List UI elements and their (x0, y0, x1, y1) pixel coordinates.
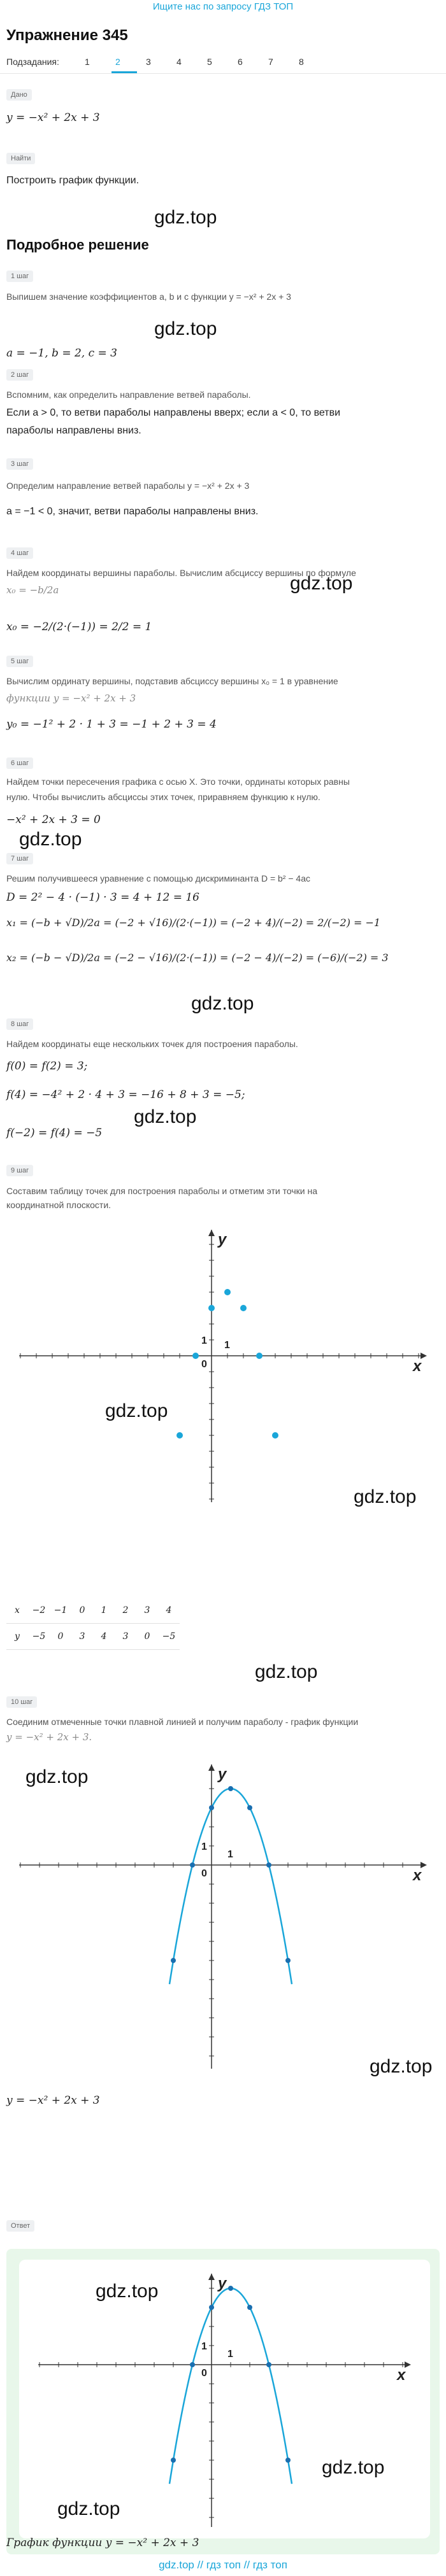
step-7-x1: x₁ = (−b + √D)/2a = (−2 + √16)/(2·(−1)) = (−2 + 4)/(−2) = 2/(−2) = −1 (6, 917, 381, 929)
find-pill: Найти (6, 153, 35, 164)
y-axis-label: y (218, 1231, 227, 1248)
table-point (208, 1305, 215, 1311)
table-cell: −5 (28, 1624, 50, 1650)
step-1-pill: 1 шаг (6, 271, 33, 282)
table-point (272, 1432, 278, 1439)
tab-5[interactable]: 5 (207, 57, 212, 67)
watermark: gdz.top (191, 993, 254, 1014)
step-10-caption: y = −x² + 2x + 3 (6, 2094, 100, 2107)
unit-x-label: 1 (227, 2349, 233, 2360)
tab-3[interactable]: 3 (146, 57, 151, 67)
table-point (209, 1805, 214, 1810)
table-cell: 1 (93, 1598, 115, 1624)
step-8-m2: f(4) = −4² + 2 · 4 + 3 = −16 + 8 + 3 = −5; (6, 1088, 245, 1101)
parabola-curve (169, 2288, 292, 2484)
find-text: Построить график функции. (6, 175, 140, 186)
points-table (6, 1598, 180, 1650)
step-7-disc: D = 2² − 4 · (−1) · 3 = 4 + 12 = 16 (6, 891, 199, 904)
subtask-label: Подзадания: (6, 57, 59, 67)
unit-y-label: 1 (201, 1335, 207, 1346)
x-axis-arrow (421, 1862, 427, 1868)
table-point (228, 2286, 233, 2291)
watermark: gdz.top (25, 1766, 89, 1787)
table-point (256, 1353, 263, 1359)
step-1-math: a = −1, b = 2, c = 3 (6, 347, 118, 360)
table-point (209, 2305, 214, 2310)
watermark: gdz.top (370, 2056, 433, 2077)
tab-7[interactable]: 7 (268, 57, 273, 67)
table-header-y: y (6, 1624, 28, 1650)
step-7-pill: 7 шаг (6, 853, 33, 864)
table-point (171, 2458, 176, 2463)
table-row (6, 1598, 180, 1624)
step-10-pill: 10 шаг (6, 1696, 37, 1708)
watermark: gdz.top (134, 1106, 197, 1127)
y-axis-label: y (218, 1766, 227, 1783)
table-cell: 2 (115, 1598, 136, 1624)
step-3-pill: 3 шаг (6, 458, 33, 470)
table-point (224, 1289, 231, 1295)
x-axis-label: x (397, 2367, 406, 2384)
tab-2[interactable]: 2 (115, 57, 120, 67)
watermark: gdz.top (96, 2281, 159, 2302)
step-6-pill: 6 шаг (6, 757, 33, 769)
table-cell: 3 (115, 1624, 136, 1650)
parabola-curve (169, 1789, 292, 1984)
x-axis-arrow (405, 2361, 411, 2368)
table-cell: 3 (136, 1598, 158, 1624)
table-point (192, 1353, 199, 1359)
table-point (285, 2458, 291, 2463)
points-graph (0, 1216, 446, 1515)
table-point (228, 1786, 233, 1791)
table-cell: 0 (136, 1624, 158, 1650)
table-cell: 4 (158, 1598, 180, 1624)
watermark: gdz.top (255, 1661, 318, 1682)
given-expr: y = −x² + 2x + 3 (6, 111, 100, 124)
step-2-pill: 2 шаг (6, 369, 33, 381)
watermark: gdz.top (57, 2498, 120, 2519)
answer-pill: Ответ (6, 2220, 34, 2232)
subtask-tabs (6, 55, 317, 69)
table-point (285, 1958, 291, 1963)
watermark: gdz.top (19, 829, 82, 850)
step-7-x2: x₂ = (−b − √D)/2a = (−2 − √16)/(2·(−1)) = (−2 − 4)/(−2) = (−6)/(−2) = 3 (6, 952, 389, 964)
unit-x-label: 1 (224, 1340, 230, 1351)
answer-caption: График функции y = −x² + 2x + 3 (6, 2537, 199, 2549)
y-axis-arrow (208, 1230, 215, 1236)
answer-graph (19, 2260, 430, 2540)
step-9-text: Составим таблицу точек для построения параболы и отметим эти точки на (6, 1186, 318, 1196)
step-2-text: Вспомним, как определить направление ветвей параболы. (6, 390, 251, 400)
y-axis-arrow (208, 2274, 215, 2280)
origin-label: 0 (201, 2368, 207, 2379)
step-3-text: Определим направление ветвей параболы y = −x² + 2x + 3 (6, 481, 250, 491)
step-9-pill: 9 шаг (6, 1165, 33, 1176)
watermark: gdz.top (322, 2457, 385, 2478)
table-cell: −2 (28, 1598, 50, 1624)
watermark: gdz.top (154, 207, 217, 228)
step-1-text: Выпишем значение коэффициентов a, b и c функции y = −x² + 2x + 3 (6, 292, 291, 302)
solution-title: Подробное решение (6, 237, 149, 253)
step-6-text: Найдем точки пересечения графика с осью X. Это точки, ординаты которых равны (6, 777, 350, 787)
step-8-pill: 8 шаг (6, 1018, 33, 1030)
watermark: gdz.top (154, 318, 217, 339)
tab-8[interactable]: 8 (299, 57, 304, 67)
table-cell: 0 (50, 1624, 71, 1650)
step-5-math: y₀ = −1² + 2 · 1 + 3 = −1 + 2 + 3 = 4 (6, 718, 217, 731)
step-8-text: Найдем координаты еще нескольких точек для построения параболы. (6, 1039, 298, 1049)
y-axis-arrow (208, 1764, 215, 1771)
table-point (171, 1958, 176, 1963)
step-10-func: y = −x² + 2x + 3. (6, 1731, 92, 1743)
table-point (176, 1432, 183, 1439)
step-9-text-cont: координатной плоскости. (6, 1200, 112, 1210)
unit-y-label: 1 (201, 2341, 207, 2352)
origin-label: 0 (201, 1359, 207, 1370)
step-8-m3: f(−2) = f(4) = −5 (6, 1127, 103, 1139)
step-5-func: функции y = −x² + 2x + 3 (6, 693, 136, 704)
step-7-text: Решим получившееся уравнение с помощью дискриминанта D = b² − 4ac (6, 873, 310, 883)
table-point (190, 2362, 195, 2367)
x-axis-label: x (413, 1867, 422, 1884)
table-cell: −5 (158, 1624, 180, 1650)
table-point (190, 1862, 195, 1868)
step-4-text: Найдем координаты вершины параболы. Вычислим абсциссу вершины по формуле (6, 568, 356, 578)
step-4-pill: 4 шаг (6, 547, 33, 559)
unit-y-label: 1 (201, 1841, 207, 1852)
step-8-m1: f(0) = f(2) = 3; (6, 1060, 88, 1073)
step-6-math: −x² + 2x + 3 = 0 (6, 813, 101, 826)
x-axis-arrow (421, 1353, 427, 1359)
origin-label: 0 (201, 1868, 207, 1879)
step-2-rule: Если a > 0, то ветви параболы направлены вверх; если a < 0, то ветви (6, 407, 341, 418)
table-point (247, 1805, 252, 1810)
step-3-result: a = −1 < 0, значит, ветви параболы направлены вниз. (6, 506, 259, 517)
given-pill: Дано (6, 89, 32, 101)
step-4-math: x₀ = −2/(2·(−1)) = 2/2 = 1 (6, 621, 152, 633)
watermark: gdz.top (290, 573, 353, 594)
step-6-text-cont: нулю. Чтобы вычислить абсциссы этих точек, приравняем функцию к нулю. (6, 792, 320, 802)
table-point (247, 2305, 252, 2310)
x-axis-label: x (413, 1358, 422, 1375)
footer-links[interactable]: gdz.top // гдз топ // гдз топ (159, 2559, 287, 2571)
table-cell: 3 (71, 1624, 93, 1650)
watermark: gdz.top (105, 1400, 168, 1421)
page-title: Упражнение 345 (6, 27, 128, 44)
table-cell: −1 (50, 1598, 71, 1624)
table-cell: 4 (93, 1624, 115, 1650)
step-10-text: Соединим отмеченные точки плавной линией и получим параболу - график функции (6, 1717, 359, 1727)
step-5-text: Вычислим ординату вершины, подставив абсциссу вершины x₀ = 1 в уравнение (6, 676, 338, 686)
watermark: gdz.top (354, 1486, 417, 1507)
table-point (266, 2362, 271, 2367)
step-5-pill: 5 шаг (6, 656, 33, 667)
table-cell: 0 (71, 1598, 93, 1624)
tab-4[interactable]: 4 (176, 57, 182, 67)
step-4-formula: x₀ = −b/2a (6, 584, 59, 596)
table-point (240, 1305, 247, 1311)
tab-6[interactable]: 6 (238, 57, 243, 67)
unit-x-label: 1 (227, 1849, 233, 1860)
tabs-divider (0, 73, 446, 74)
table-point (266, 1862, 271, 1868)
tab-1[interactable]: 1 (85, 57, 90, 67)
table-header-x: x (6, 1598, 28, 1624)
y-axis-label: y (218, 2275, 227, 2292)
parabola-graph (0, 1750, 446, 2081)
step-2-rule-cont: параболы направлены вниз. (6, 425, 141, 436)
table-row (6, 1624, 180, 1650)
banner[interactable]: Ищите нас по запросу ГДЗ ТОП (152, 1, 294, 12)
